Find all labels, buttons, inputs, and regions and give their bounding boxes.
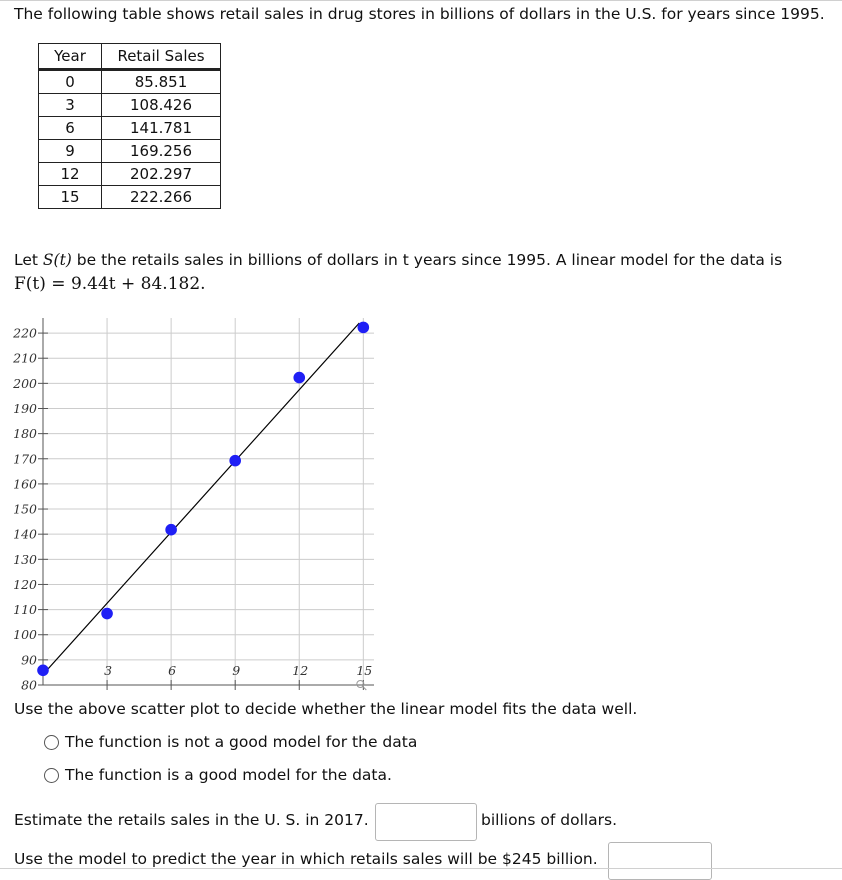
year-cell: 15 — [39, 186, 102, 209]
table-header-row — [39, 44, 221, 70]
y-tick-label: 100 — [13, 627, 37, 643]
scatter-plot — [0, 310, 400, 695]
predict-input[interactable] — [608, 842, 712, 880]
bottom-divider — [0, 868, 842, 869]
table-row — [39, 117, 221, 140]
top-divider — [0, 0, 842, 1]
model-description — [14, 251, 782, 269]
x-tick-label: 6 — [168, 663, 177, 678]
year-cell: 12 — [39, 163, 102, 186]
y-tick-label: 90 — [21, 652, 37, 668]
sales-cell: 202.297 — [102, 163, 221, 186]
sales-cell: 108.426 — [102, 94, 221, 117]
y-tick-label: 190 — [13, 400, 37, 416]
table-row — [39, 94, 221, 117]
y-tick-label: 120 — [13, 576, 37, 592]
data-point — [37, 664, 49, 676]
sales-table — [38, 43, 221, 209]
data-point — [358, 322, 370, 334]
year-cell: 9 — [39, 140, 102, 163]
table-header-year: Year — [39, 44, 102, 70]
sales-cell: 141.781 — [102, 117, 221, 140]
model-line — [43, 323, 359, 674]
estimate-label: Estimate the retails sales in the U. S. in 2017. — [14, 811, 369, 829]
y-tick-label: 220 — [13, 325, 37, 341]
x-tick-label: 12 — [292, 663, 309, 678]
fit-line — [43, 323, 359, 674]
data-point — [229, 455, 241, 467]
y-tick-label: 110 — [13, 602, 37, 618]
y-tick-label: 160 — [13, 476, 37, 492]
year-cell: 3 — [39, 94, 102, 117]
model-formula: F(t) = 9.44t + 84.182. — [14, 274, 206, 294]
option-not-good-label: The function is not a good model for the data — [65, 733, 418, 751]
data-point — [165, 524, 177, 536]
predict-label: Use the model to predict the year in which retails sales will be $245 billion. — [14, 850, 598, 868]
x-tick-label: 3 — [104, 663, 113, 678]
estimate-suffix: billions of dollars. — [481, 811, 618, 829]
y-tick-label: 140 — [13, 526, 37, 542]
table-row — [39, 140, 221, 163]
let-suffix: be the retails sales in billions of dollars in t years since 1995. A linear model for the data is — [71, 251, 783, 269]
y-tick-label: 170 — [13, 451, 37, 467]
estimate-input[interactable] — [375, 803, 477, 841]
let-prefix: Let — [14, 251, 43, 269]
y-tick-label: 180 — [13, 426, 37, 442]
option-not-good[interactable] — [44, 733, 417, 751]
table-row — [39, 70, 221, 94]
y-tick-label: 130 — [13, 551, 37, 567]
option-good-label: The function is a good model for the data. — [65, 766, 392, 784]
table-row — [39, 163, 221, 186]
radio-not-good[interactable] — [44, 735, 59, 750]
radio-good[interactable] — [44, 768, 59, 783]
y-tick-label: 150 — [13, 501, 37, 517]
function-name: S(t) — [42, 251, 72, 269]
intro-text: The following table shows retail sales in drug stores in billions of dollars in the U.S. for years since 1995. — [14, 5, 825, 23]
option-good[interactable] — [44, 766, 392, 784]
year-cell: 6 — [39, 117, 102, 140]
x-tick-label: 9 — [232, 663, 241, 678]
table-row — [39, 186, 221, 209]
y-tick-label: 200 — [13, 375, 37, 391]
question-prompt: Use the above scatter plot to decide whether the linear model fits the data well. — [14, 700, 638, 718]
y-tick-label: 210 — [13, 350, 37, 366]
sales-cell: 222.266 — [102, 186, 221, 209]
y-tick-label: 80 — [21, 677, 37, 693]
data-point — [293, 372, 305, 384]
year-cell: 0 — [39, 70, 102, 94]
data-points — [37, 322, 369, 677]
sales-cell: 85.851 — [102, 70, 221, 94]
chart-axes — [43, 318, 374, 685]
table-header-sales: Retail Sales — [102, 44, 221, 70]
sales-cell: 169.256 — [102, 140, 221, 163]
x-tick-label: 15 — [356, 663, 373, 678]
data-point — [101, 608, 113, 620]
chart-grid — [43, 318, 374, 685]
